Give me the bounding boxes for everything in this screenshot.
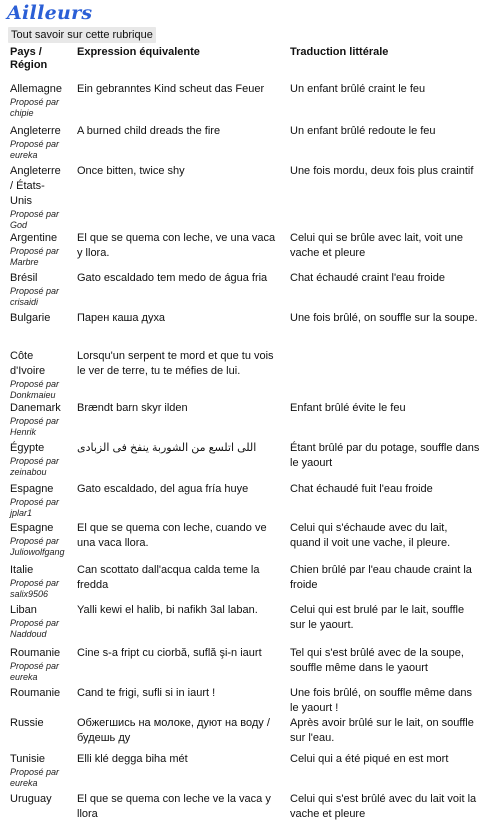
table-row — [0, 164, 482, 231]
header-expression: Expression équivalente — [77, 46, 200, 58]
table-row — [0, 792, 482, 826]
expression-cell: Once bitten, twice shy — [77, 165, 185, 177]
country-cell — [0, 752, 68, 792]
country-cell — [0, 603, 68, 646]
translation-cell: Chat échaudé fuit l'eau froide — [290, 483, 433, 495]
country-name: Espagne — [10, 483, 54, 495]
table-row — [0, 603, 482, 646]
country-name: Espagne — [10, 522, 54, 534]
table-row — [0, 646, 482, 686]
translation-cell: Celui qui s'est brûlé avec du lait voit la vache et pleure — [290, 793, 477, 820]
country-cell — [0, 441, 68, 482]
expression-cell: El que se quema con leche, cuando ve una vaca llora. — [77, 522, 267, 549]
table-row — [0, 311, 482, 349]
country-cell — [0, 231, 68, 271]
country-name: Argentine — [10, 232, 58, 244]
country-name: Côte d'Ivoire — [10, 350, 46, 377]
translation-cell: Chien brûlé par l'eau chaude craint la froide — [290, 564, 472, 591]
translation-cell: Une fois brûlé, on souffle même dans le yaourt ! — [290, 687, 473, 714]
translation-cell: Une fois brûlé, on souffle sur la soupe. — [290, 312, 478, 324]
proposed-by: Proposé par Juliowolfgang — [10, 536, 65, 557]
country-cell — [0, 716, 68, 752]
proposed-by: Proposé par Henrik — [10, 416, 60, 437]
table-row — [0, 349, 482, 401]
country-name: Italie — [10, 564, 34, 576]
translation-cell: Enfant brûlé évite le feu — [290, 402, 406, 414]
country-cell — [0, 686, 68, 716]
translation-cell: Celui qui est brulé par le lait, souffle sur le yaourt. — [290, 604, 465, 631]
table-row — [0, 124, 482, 164]
expression-cell: Gato escaldado tem medo de água fria — [77, 272, 268, 284]
proposed-by: Proposé par eureka — [10, 661, 60, 682]
table-row — [0, 231, 482, 271]
table-row — [0, 752, 482, 792]
country-cell — [0, 646, 68, 686]
country-name: Angleterre / États-Unis — [10, 165, 61, 207]
translation-cell: Celui qui a été piqué en est mort — [290, 753, 449, 765]
proposed-by: Proposé par eureka — [10, 139, 60, 160]
country-cell — [0, 311, 68, 349]
proposed-by: Proposé par God — [10, 209, 60, 230]
country-name: Roumanie — [10, 687, 61, 699]
translation-cell: Après avoir brûlé sur le lait, on souffle sur l'eau. — [290, 717, 474, 744]
expression-cell: Cine s-a fript cu ciorbă, suflă şi-n iaurt — [77, 647, 262, 659]
table-body — [0, 82, 482, 826]
country-name: Brésil — [10, 272, 38, 284]
translation-cell: Chat échaudé craint l'eau froide — [290, 272, 445, 284]
expression-cell: El que se quema con leche ve la vaca y llora — [77, 793, 271, 820]
expression-cell: A burned child dreads the fire — [77, 125, 221, 137]
country-cell — [0, 82, 68, 124]
proposed-by: Proposé par crisaidi — [10, 286, 60, 307]
country-name: Allemagne — [10, 83, 62, 95]
table-row — [0, 563, 482, 603]
expression-cell: Ein gebranntes Kind scheut das Feuer — [77, 83, 265, 95]
proposed-by: Proposé par Marbre — [10, 246, 60, 267]
country-cell — [0, 792, 68, 826]
country-cell — [0, 271, 68, 311]
table-row — [0, 82, 482, 124]
country-cell — [0, 401, 68, 441]
country-cell — [0, 349, 68, 401]
translation-cell: Étant brûlé par du potage, souffle dans le yaourt — [290, 442, 480, 469]
expression-cell: Brændt barn skyr ilden — [77, 402, 188, 414]
table-row — [0, 482, 482, 521]
proposed-by: Proposé par eureka — [10, 767, 60, 788]
table-row — [0, 401, 482, 441]
expression-text: اللى اتلسع من الشوربة ينفخ فى الزبادى — [77, 442, 257, 454]
country-name: Égypte — [10, 442, 45, 454]
proposed-by: Proposé par Naddoud — [10, 618, 60, 639]
proposed-by: Proposé par chipie — [10, 97, 60, 118]
table-row — [0, 686, 482, 716]
expression-cell: Cand te frigi, sufli si in iaurt ! — [77, 687, 216, 699]
translation-cell: Celui qui s'échaude avec du lait, quand il voit une vache, il pleure. — [290, 522, 451, 549]
translation-cell: Celui qui se brûle avec lait, voit une vache et pleure — [290, 232, 464, 259]
country-cell — [0, 124, 68, 164]
expression-cell — [68, 441, 281, 482]
translation-cell: Un enfant brûlé craint le feu — [290, 83, 426, 95]
country-cell — [0, 482, 68, 521]
country-name: Bulgarie — [10, 312, 51, 324]
table-row — [0, 716, 482, 752]
country-name: Russie — [10, 717, 44, 729]
proposed-by: Proposé par salix9506 — [10, 578, 60, 599]
translation-cell — [281, 349, 482, 401]
proposed-by: Proposé par jplar1 — [10, 497, 60, 518]
table-row — [0, 441, 482, 482]
translation-cell: Tel qui s'est brûlé avec de la soupe, souffle même dans le yaourt — [290, 647, 464, 674]
country-name: Roumanie — [10, 647, 61, 659]
expression-cell: Парен каша духа — [77, 312, 165, 324]
proposed-by: Proposé par zeinabou — [10, 456, 60, 477]
country-name: Liban — [10, 604, 37, 616]
table-row — [0, 271, 482, 311]
rubric-info-button[interactable]: Tout savoir sur cette rubrique — [8, 27, 156, 43]
expression-cell: Can scottato dall'acqua calda teme la fredda — [77, 564, 260, 591]
header-translation: Traduction littérale — [290, 46, 389, 58]
country-name: Danemark — [10, 402, 61, 414]
country-cell — [0, 563, 68, 603]
expression-cell: Gato escaldado, del agua fría huye — [77, 483, 249, 495]
country-cell — [0, 521, 68, 563]
table-row — [0, 521, 482, 563]
country-name: Tunisie — [10, 753, 46, 765]
page-title: Ailleurs — [7, 2, 93, 24]
translation-cell: Un enfant brûlé redoute le feu — [290, 125, 436, 137]
country-cell — [0, 164, 68, 231]
expression-cell: El que se quema con leche, ve una vaca y llora. — [77, 232, 276, 259]
expressions-table — [0, 45, 482, 826]
expression-cell: Yalli kewi el halib, bi nafikh 3al laban. — [77, 604, 258, 616]
translation-cell: Une fois mordu, deux fois plus craintif — [290, 165, 474, 177]
country-name: Uruguay — [10, 793, 52, 805]
expression-cell: Обжегшись на молоке, дуют на воду / будешь ду — [77, 717, 270, 744]
table-header-row — [0, 45, 482, 82]
expression-cell: Lorsqu'un serpent te mord et que tu vois le ver de terre, tu te méfies de lui. — [77, 350, 274, 377]
proposed-by: Proposé par Donkmaieu — [10, 379, 60, 400]
country-name: Angleterre — [10, 125, 61, 137]
expression-cell: Elli klé degga biha mét — [77, 753, 188, 765]
header-country: Pays / Région — [10, 46, 48, 71]
